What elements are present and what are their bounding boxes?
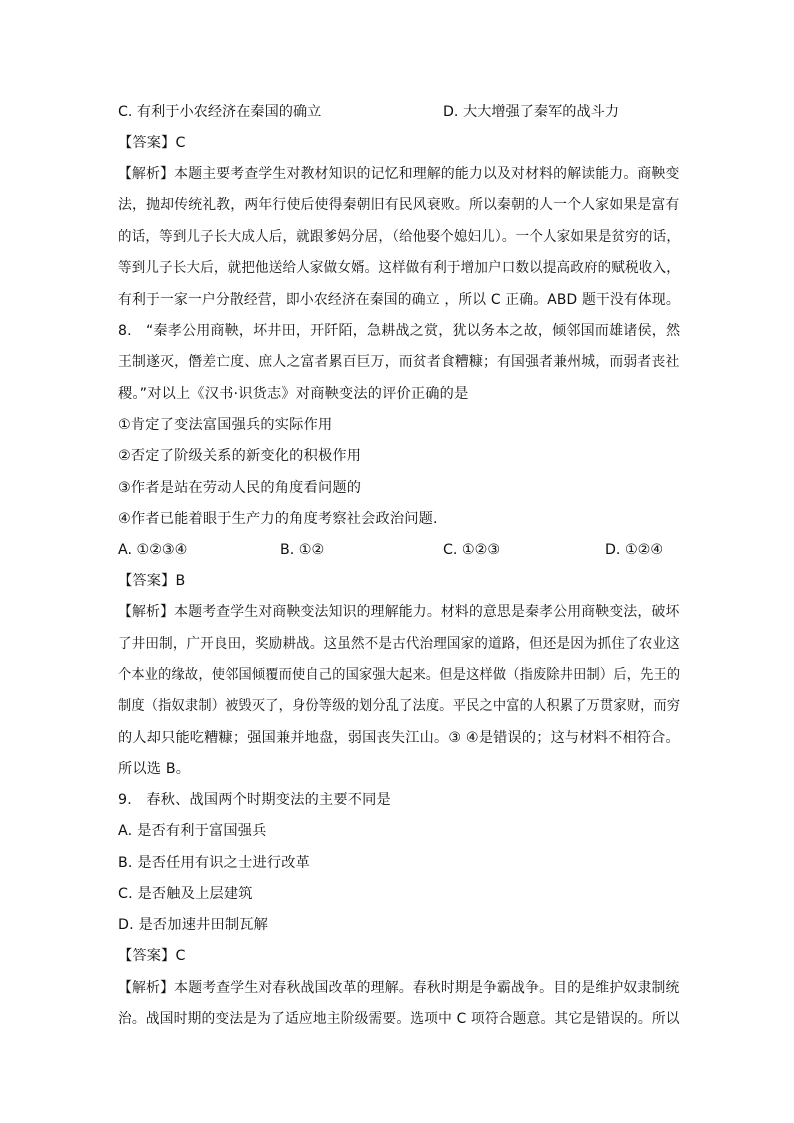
q8-option-c: C. ①②③ (443, 542, 501, 558)
q8-statement: ①肯定了变法富国强兵的实际作用 (118, 417, 333, 433)
q9-stem: 9. 春秋、战国两个时期变法的主要不同是 (118, 792, 391, 808)
q8-analysis-line: 个本业的缘故，使邻国倾覆而使自己的国家强大起来。但是这样做（指废除井田制）后，先王的 (118, 667, 681, 683)
q8-stem-line: 王制遂灭，僭差亡度、庶人之富者累百巨万，而贫者食糟糠；有国强者兼州城，而弱者丧社 (118, 354, 680, 370)
q8-analysis-line: 【解析】本题考查学生对商鞅变法知识的理解能力。材料的意思是秦孝公用商鞅变法，破坏 (118, 604, 680, 620)
q8-option-a: A. ①②③④ (118, 542, 188, 558)
q8-stem-line: 8. “秦孝公用商鞅，坏井田，开阡陌，急耕战之赏，犹以务本之故，倾邻国而雄诸侯，然 (118, 323, 681, 339)
q7-analysis-line: 【解析】本题主要考查学生对教材知识的记忆和理解的能力以及对材料的解读能力。商鞅变 (118, 166, 680, 182)
q8-analysis-line: 了井田制，广开良田，奖励耕战。这虽然不是古代治理国家的道路，但还是因为抓住了农业这 (118, 636, 680, 652)
q7-analysis-line: 的话，等到儿子长大成人后，就跟爹妈分居，（给他娶个媳妇儿）。一个人家如果是贫穷的话， (118, 229, 681, 245)
q8-statement: ②否定了阶级关系的新变化的积极作用 (118, 448, 362, 464)
q9-analysis-line: 【解析】本题考查学生对春秋战国改革的理解。春秋时期是争霸战争。目的是维护奴隶制统 (118, 980, 680, 996)
q8-statement: ④作者已能着眼于生产力的角度考察社会政治问题. (118, 511, 438, 527)
q9-option-b: B. 是否任用有识之士进行改革 (118, 855, 311, 871)
q8-analysis-line: 所以选 B。 (118, 761, 191, 777)
q8-option-b: B. ①② (280, 542, 325, 558)
q8-analysis-line: 的人却只能吃糟糠；强国兼并地盘，弱国丧失江山。③ ④是错误的；这与材料不相符合。 (118, 730, 680, 746)
q7-answer: 【答案】C (118, 135, 186, 151)
q9-analysis-line: 治。战国时期的变法是为了适应地主阶级需要。选项中 C 项符合题意。其它是错误的。所以 (118, 1011, 680, 1027)
q9-answer: 【答案】C (118, 948, 186, 964)
q9-option-d: D. 是否加速井田制瓦解 (118, 917, 269, 933)
q7-analysis-line: 法，抛却传统礼教，两年行使后使得秦朝旧有民风衰败。所以秦朝的人一个人家如果是富有 (118, 197, 680, 213)
q9-option-c: C. 是否触及上层建筑 (118, 886, 253, 902)
q7-analysis-line: 等到儿子长大后，就把他送给人家做女婿。这样做有利于增加户口数以提高政府的赋税收入， (118, 260, 680, 276)
q7-option-c: C. 有利于小农经济在秦国的确立 (118, 104, 322, 120)
q8-stem-line: 稷。”对以上《汉书·识货志》对商鞅变法的评价正确的是 (118, 386, 469, 402)
q8-analysis-line: 制度（指奴隶制）被毁灭了，身份等级的划分乱了法度。平民之中富的人积累了万贯家财，而穷 (118, 698, 681, 714)
q8-option-d: D. ①②④ (605, 542, 664, 558)
q8-answer: 【答案】B (118, 573, 186, 589)
q9-option-a: A. 是否有利于富国强兵 (118, 823, 267, 839)
q7-analysis-line: 有利于一家一户分散经营，即小农经济在秦国的确立 ，所以 C 正确。ABD 题干没有体现。 (118, 292, 680, 308)
q7-option-d: D. 大大增强了秦军的战斗力 (443, 104, 620, 120)
q8-statement: ③作者是站在劳动人民的角度看问题的 (118, 480, 362, 496)
